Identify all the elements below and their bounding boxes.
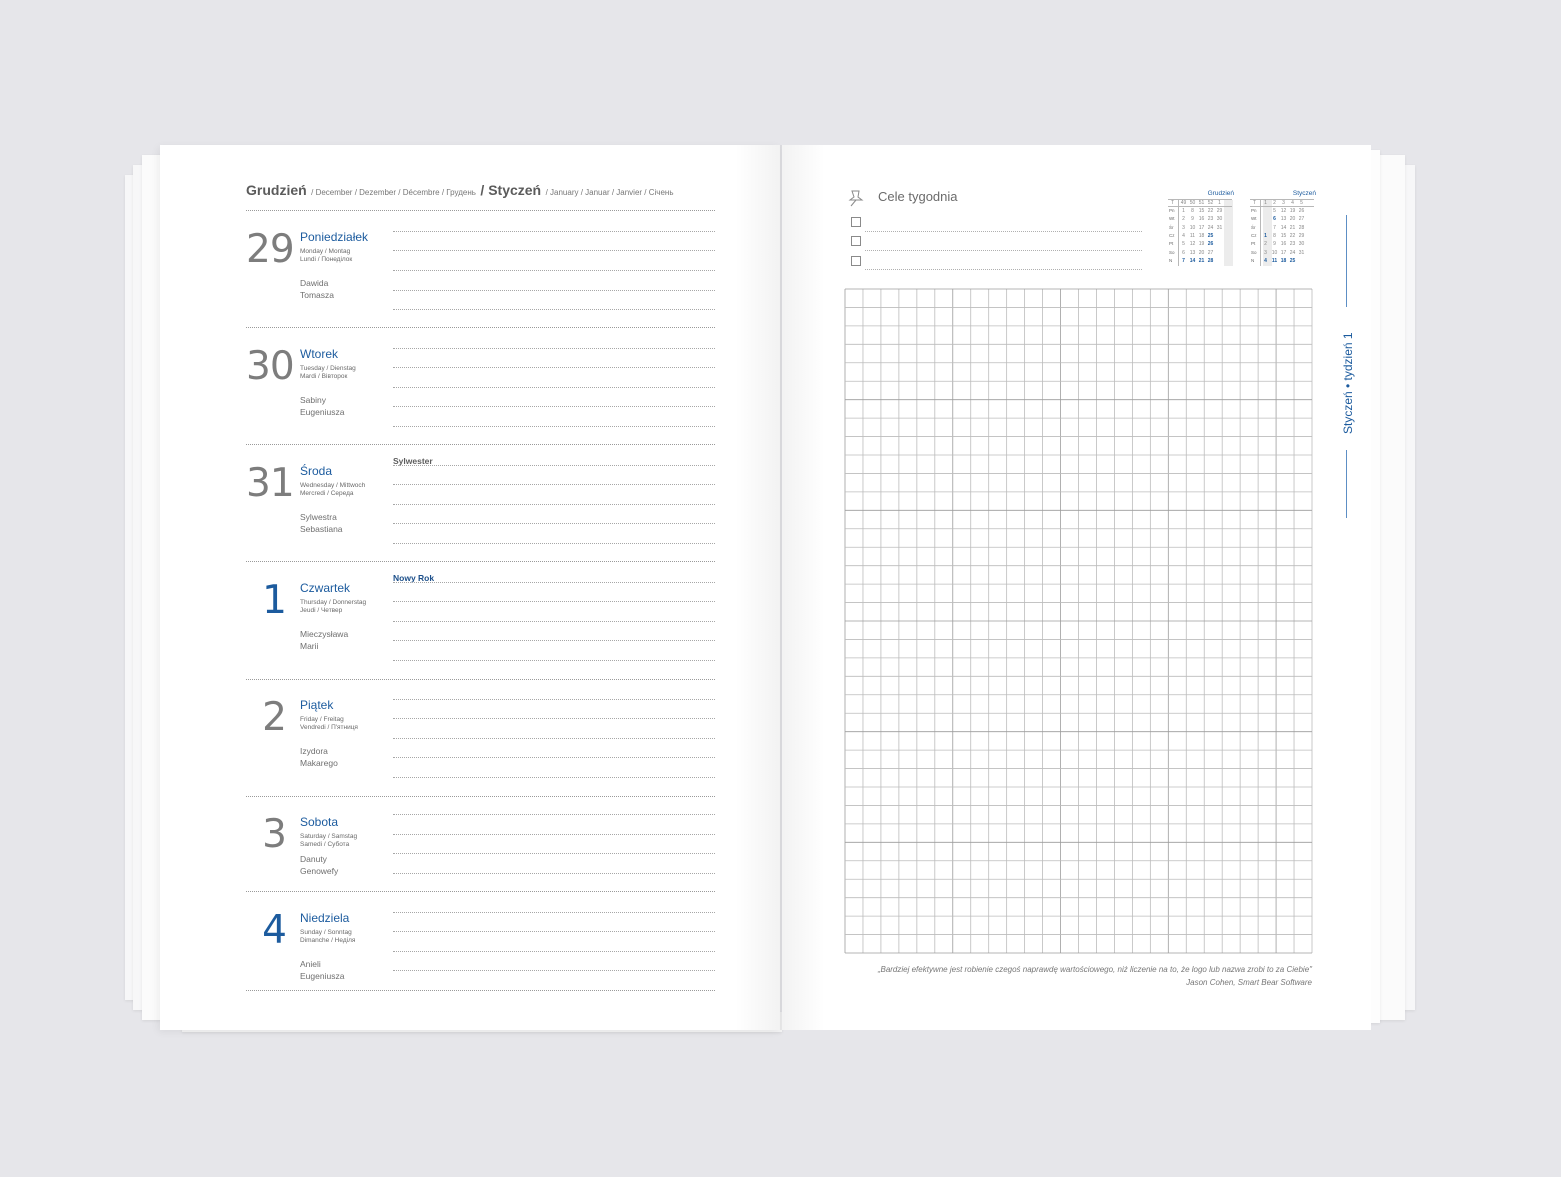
month-translations-2: / January / Januar / Janvier / Січень (545, 188, 674, 197)
mini-calendar-day: 20 (1198, 249, 1205, 256)
mini-calendar-day: 29 (1298, 232, 1305, 239)
writing-line[interactable] (393, 270, 715, 271)
writing-line[interactable] (393, 718, 715, 719)
mini-calendar-day: 3 (1182, 224, 1185, 231)
nameday-name: Mieczysława (300, 629, 349, 639)
day-block (246, 573, 715, 695)
mini-calendar-day: 20 (1289, 216, 1296, 223)
nameday-name: Dawida (300, 278, 329, 288)
nameday-name: Eugeniusza (300, 971, 345, 981)
goal-line (865, 269, 1142, 270)
writing-line[interactable] (393, 814, 715, 815)
nameday-name: Genowefy (300, 866, 339, 876)
nameday-name: Izydora (300, 746, 328, 756)
mini-calendar-day: 6 (1273, 216, 1276, 223)
week-number: T (1170, 200, 1175, 206)
writing-line[interactable] (393, 853, 715, 854)
mini-calendar-day: 4 (1264, 257, 1267, 264)
writing-line[interactable] (393, 970, 715, 971)
week-number: 1 (1218, 200, 1221, 206)
day-divider (246, 327, 715, 328)
day-translation: Lundi / Понеділок (300, 256, 353, 263)
mini-calendar-title: Styczeń (1292, 190, 1316, 197)
mini-calendar-day: 27 (1207, 249, 1214, 256)
day-name: Piątek (300, 698, 334, 712)
writing-line[interactable] (393, 873, 715, 874)
week-highlight (1224, 200, 1233, 266)
day-translation: Wednesday / Mittwoch (300, 482, 366, 489)
mini-calendar-day: 30 (1298, 241, 1305, 248)
mini-calendar-december (1168, 190, 1234, 268)
day-name: Wtorek (300, 347, 339, 361)
mini-calendar-day: 9 (1273, 241, 1276, 248)
writing-line[interactable] (393, 931, 715, 932)
writing-line[interactable] (393, 504, 715, 505)
week-number: 3 (1282, 200, 1285, 206)
nameday-name: Makarego (300, 758, 338, 768)
mini-calendar-day: 11 (1189, 232, 1196, 239)
writing-line[interactable] (393, 951, 715, 952)
mini-calendar-day: 7 (1182, 257, 1185, 264)
writing-line[interactable] (393, 367, 715, 368)
week-side-label: Styczeń • tydzień 1 (1341, 332, 1355, 434)
weekday-label: Cz (1251, 232, 1257, 238)
nameday-name: Sylwestra (300, 512, 337, 522)
namedays (300, 745, 338, 769)
month-title-1: Grudzień (246, 182, 307, 198)
mini-calendar-day: 14 (1280, 224, 1287, 231)
mini-calendar-day: 23 (1207, 216, 1214, 223)
mini-calendar-day: 18 (1280, 257, 1287, 264)
week-number: 50 (1189, 200, 1196, 206)
mini-calendar-day: 14 (1189, 257, 1196, 264)
weekday-label: So (1251, 249, 1257, 255)
mini-calendar-day: 25 (1289, 257, 1296, 264)
week-number: 4 (1291, 200, 1294, 206)
mini-calendar-title: Grudzień (1207, 190, 1234, 197)
weekday-label: Wt (1169, 216, 1175, 222)
side-rule-top (1346, 215, 1347, 307)
day-translation: Mardi / Вівторок (300, 373, 348, 380)
mini-calendar-day: 29 (1216, 208, 1223, 214)
day-number: 1 (262, 578, 286, 623)
mini-calendar-day: 31 (1298, 249, 1305, 256)
side-tab (1353, 145, 1371, 1030)
day-divider (246, 990, 715, 991)
mini-calendar-day: 2 (1264, 241, 1267, 248)
mini-calendar-day: 18 (1198, 232, 1205, 239)
mini-calendar-day: 8 (1191, 208, 1194, 214)
mini-calendar-day: 30 (1216, 216, 1223, 223)
namedays (300, 511, 343, 535)
mini-calendar-day: 31 (1216, 224, 1223, 231)
weekday-label: N (1251, 257, 1255, 263)
weekday-label: Pt (1251, 241, 1256, 247)
goal-checkbox[interactable] (851, 217, 861, 227)
book-gutter (735, 145, 825, 1030)
writing-line[interactable] (393, 231, 715, 232)
mini-calendar-day: 1 (1264, 232, 1267, 239)
month-title-2: / Styczeń (480, 182, 542, 198)
writing-line[interactable] (393, 290, 715, 291)
month-translations-1: / December / Dezember / Décembre / Грудень (311, 188, 476, 197)
day-name: Sobota (300, 815, 339, 829)
week-number: 2 (1273, 200, 1276, 206)
day-translation: Thursday / Donnerstag (300, 599, 367, 606)
nameday-name: Marii (300, 641, 319, 651)
day-translation: Friday / Freitag (300, 716, 344, 723)
week-number: T (1252, 200, 1257, 206)
day-translation: Monday / Montag (300, 248, 351, 255)
mini-calendar-day: 23 (1289, 241, 1296, 248)
day-name: Czwartek (300, 581, 351, 595)
writing-line[interactable] (393, 426, 715, 427)
mini-calendar-day: 26 (1207, 241, 1214, 248)
nameday-name: Sebastiana (300, 524, 343, 534)
writing-line[interactable] (393, 699, 715, 700)
holiday-label: Nowy Rok (393, 573, 435, 583)
day-number: 2 (262, 695, 286, 740)
mini-calendar-day: 7 (1273, 224, 1276, 231)
writing-line[interactable] (393, 387, 715, 388)
header-divider (246, 210, 715, 211)
writing-line[interactable] (393, 406, 715, 407)
mini-calendar-day: 25 (1207, 232, 1214, 239)
quote-text: „Bardziej efektywne jest robienie czegoś naprawdę wartościowego, niż liczenie na to, że logo lub nazwa zrobi to za Ciebie" (877, 965, 1312, 974)
weekday-label: Śr (1169, 224, 1174, 230)
mini-calendar-day: 9 (1191, 216, 1194, 223)
day-number: 31 (246, 461, 294, 506)
goal-checkbox[interactable] (851, 256, 861, 266)
namedays (300, 277, 334, 301)
mini-calendar-day: 6 (1182, 249, 1185, 256)
day-number: 3 (262, 812, 286, 857)
mini-calendar-day: 28 (1207, 257, 1214, 264)
day-translation: Sunday / Sonntag (300, 929, 352, 936)
writing-line[interactable] (393, 601, 715, 602)
writing-line[interactable] (393, 250, 715, 251)
mini-calendar-day: 28 (1298, 224, 1305, 231)
day-block (246, 909, 715, 1025)
mini-calendar-day: 12 (1189, 241, 1196, 248)
mini-calendar-january (1250, 190, 1316, 268)
day-number: 4 (262, 908, 286, 953)
mini-calendar-day: 8 (1273, 232, 1276, 239)
day-translation: Samedi / Субота (300, 841, 350, 848)
grid-notes-area[interactable] (844, 288, 1314, 954)
writing-line[interactable] (393, 777, 715, 778)
mini-calendar-day: 24 (1289, 249, 1296, 256)
nameday-name: Anieli (300, 959, 321, 969)
mini-calendar-day: 17 (1280, 249, 1287, 256)
mini-calendar-day: 22 (1289, 232, 1296, 239)
writing-line[interactable] (393, 834, 715, 835)
weekday-label: Cz (1169, 232, 1175, 238)
day-divider (246, 679, 715, 680)
writing-line[interactable] (393, 757, 715, 758)
mini-calendar-day: 19 (1289, 208, 1296, 214)
mini-calendar-day: 5 (1273, 208, 1276, 214)
writing-line[interactable] (393, 465, 715, 466)
namedays (300, 628, 348, 652)
day-divider (246, 444, 715, 445)
writing-line[interactable] (393, 660, 715, 661)
mini-calendar-day: 5 (1182, 241, 1185, 248)
mini-calendar-day: 15 (1198, 208, 1205, 214)
writing-line[interactable] (393, 738, 715, 739)
writing-line[interactable] (393, 348, 715, 349)
weekday-label: Pn (1251, 208, 1257, 213)
day-divider (246, 796, 715, 797)
mini-calendar-day: 17 (1198, 224, 1205, 231)
goal-line (865, 231, 1142, 232)
mini-calendar-day: 10 (1189, 224, 1196, 231)
mini-calendar-day: 21 (1289, 224, 1296, 231)
side-rule-bottom (1346, 450, 1347, 518)
namedays (300, 958, 344, 982)
goal-checkbox[interactable] (851, 236, 861, 246)
mini-calendar-day: 11 (1271, 257, 1278, 264)
nameday-name: Sabiny (300, 395, 326, 405)
writing-line[interactable] (393, 640, 715, 641)
mini-calendar-day: 12 (1280, 208, 1287, 214)
mini-calendar-day: 22 (1207, 208, 1214, 214)
holiday-label: Sylwester (393, 456, 433, 466)
writing-line[interactable] (393, 484, 715, 485)
writing-line[interactable] (393, 309, 715, 310)
nameday-name: Eugeniusza (300, 407, 345, 417)
day-number: 30 (246, 344, 294, 389)
mini-calendar-day: 16 (1198, 216, 1205, 223)
mini-calendar-day: 21 (1198, 257, 1205, 264)
mini-calendar-day: 1 (1182, 208, 1185, 214)
day-translation: Vendredi / П'ятниця (300, 724, 358, 731)
writing-line[interactable] (393, 912, 715, 913)
mini-calendar-day: 3 (1264, 249, 1267, 256)
day-name: Niedziela (300, 911, 350, 925)
writing-line[interactable] (393, 582, 715, 583)
day-translation: Dimanche / Неділя (300, 937, 356, 944)
week-number: 1 (1264, 200, 1267, 206)
mini-calendar-day: 27 (1298, 216, 1305, 223)
mini-calendar-day: 16 (1280, 241, 1287, 248)
goal-line (865, 250, 1142, 251)
weekday-label: Pn (1169, 208, 1175, 213)
day-translations (300, 833, 410, 849)
weekday-label: Wt (1251, 216, 1257, 222)
day-translation: Saturday / Samstag (300, 833, 358, 840)
month-header (246, 182, 674, 200)
mini-calendar-day: 26 (1298, 208, 1305, 214)
namedays (300, 853, 338, 877)
namedays (300, 394, 344, 418)
day-number: 29 (246, 227, 294, 272)
mini-calendar-day: 19 (1198, 241, 1205, 248)
weekday-label: Pt (1169, 241, 1174, 247)
mini-calendar-day: 13 (1189, 249, 1196, 256)
quote (846, 963, 1312, 989)
writing-line[interactable] (393, 543, 715, 544)
mini-calendar-day: 24 (1207, 224, 1214, 231)
weekday-label: N (1169, 257, 1173, 263)
day-translation: Jeudi / Четвер (300, 607, 343, 614)
nameday-name: Tomasza (300, 290, 335, 300)
day-divider (246, 891, 715, 892)
day-block (246, 696, 715, 812)
mini-calendar-day: 2 (1182, 216, 1185, 223)
day-translation: Tuesday / Dienstag (300, 365, 356, 372)
mini-calendar-day: 13 (1280, 216, 1287, 223)
day-divider (246, 561, 715, 562)
mini-calendar-day: 10 (1271, 249, 1278, 256)
weekday-label: Śr (1251, 224, 1256, 230)
day-translation: Mercredi / Середа (300, 490, 354, 497)
pushpin-icon (846, 188, 866, 208)
week-number: 49 (1180, 200, 1187, 206)
writing-line[interactable] (393, 621, 715, 622)
goals-title: Cele tygodnia (878, 189, 958, 204)
mini-calendar-day: 15 (1280, 232, 1287, 239)
nameday-name: Danuty (300, 854, 327, 864)
day-name: Środa (300, 464, 333, 478)
quote-author: Jason Cohen, Smart Bear Software (1186, 978, 1312, 987)
week-number: 5 (1300, 200, 1303, 206)
mini-calendar-day: 4 (1182, 232, 1185, 239)
writing-line[interactable] (393, 523, 715, 524)
week-number: 52 (1207, 200, 1214, 206)
weekday-label: So (1169, 249, 1175, 255)
day-name: Poniedziałek (300, 230, 369, 244)
week-number: 51 (1198, 200, 1205, 206)
